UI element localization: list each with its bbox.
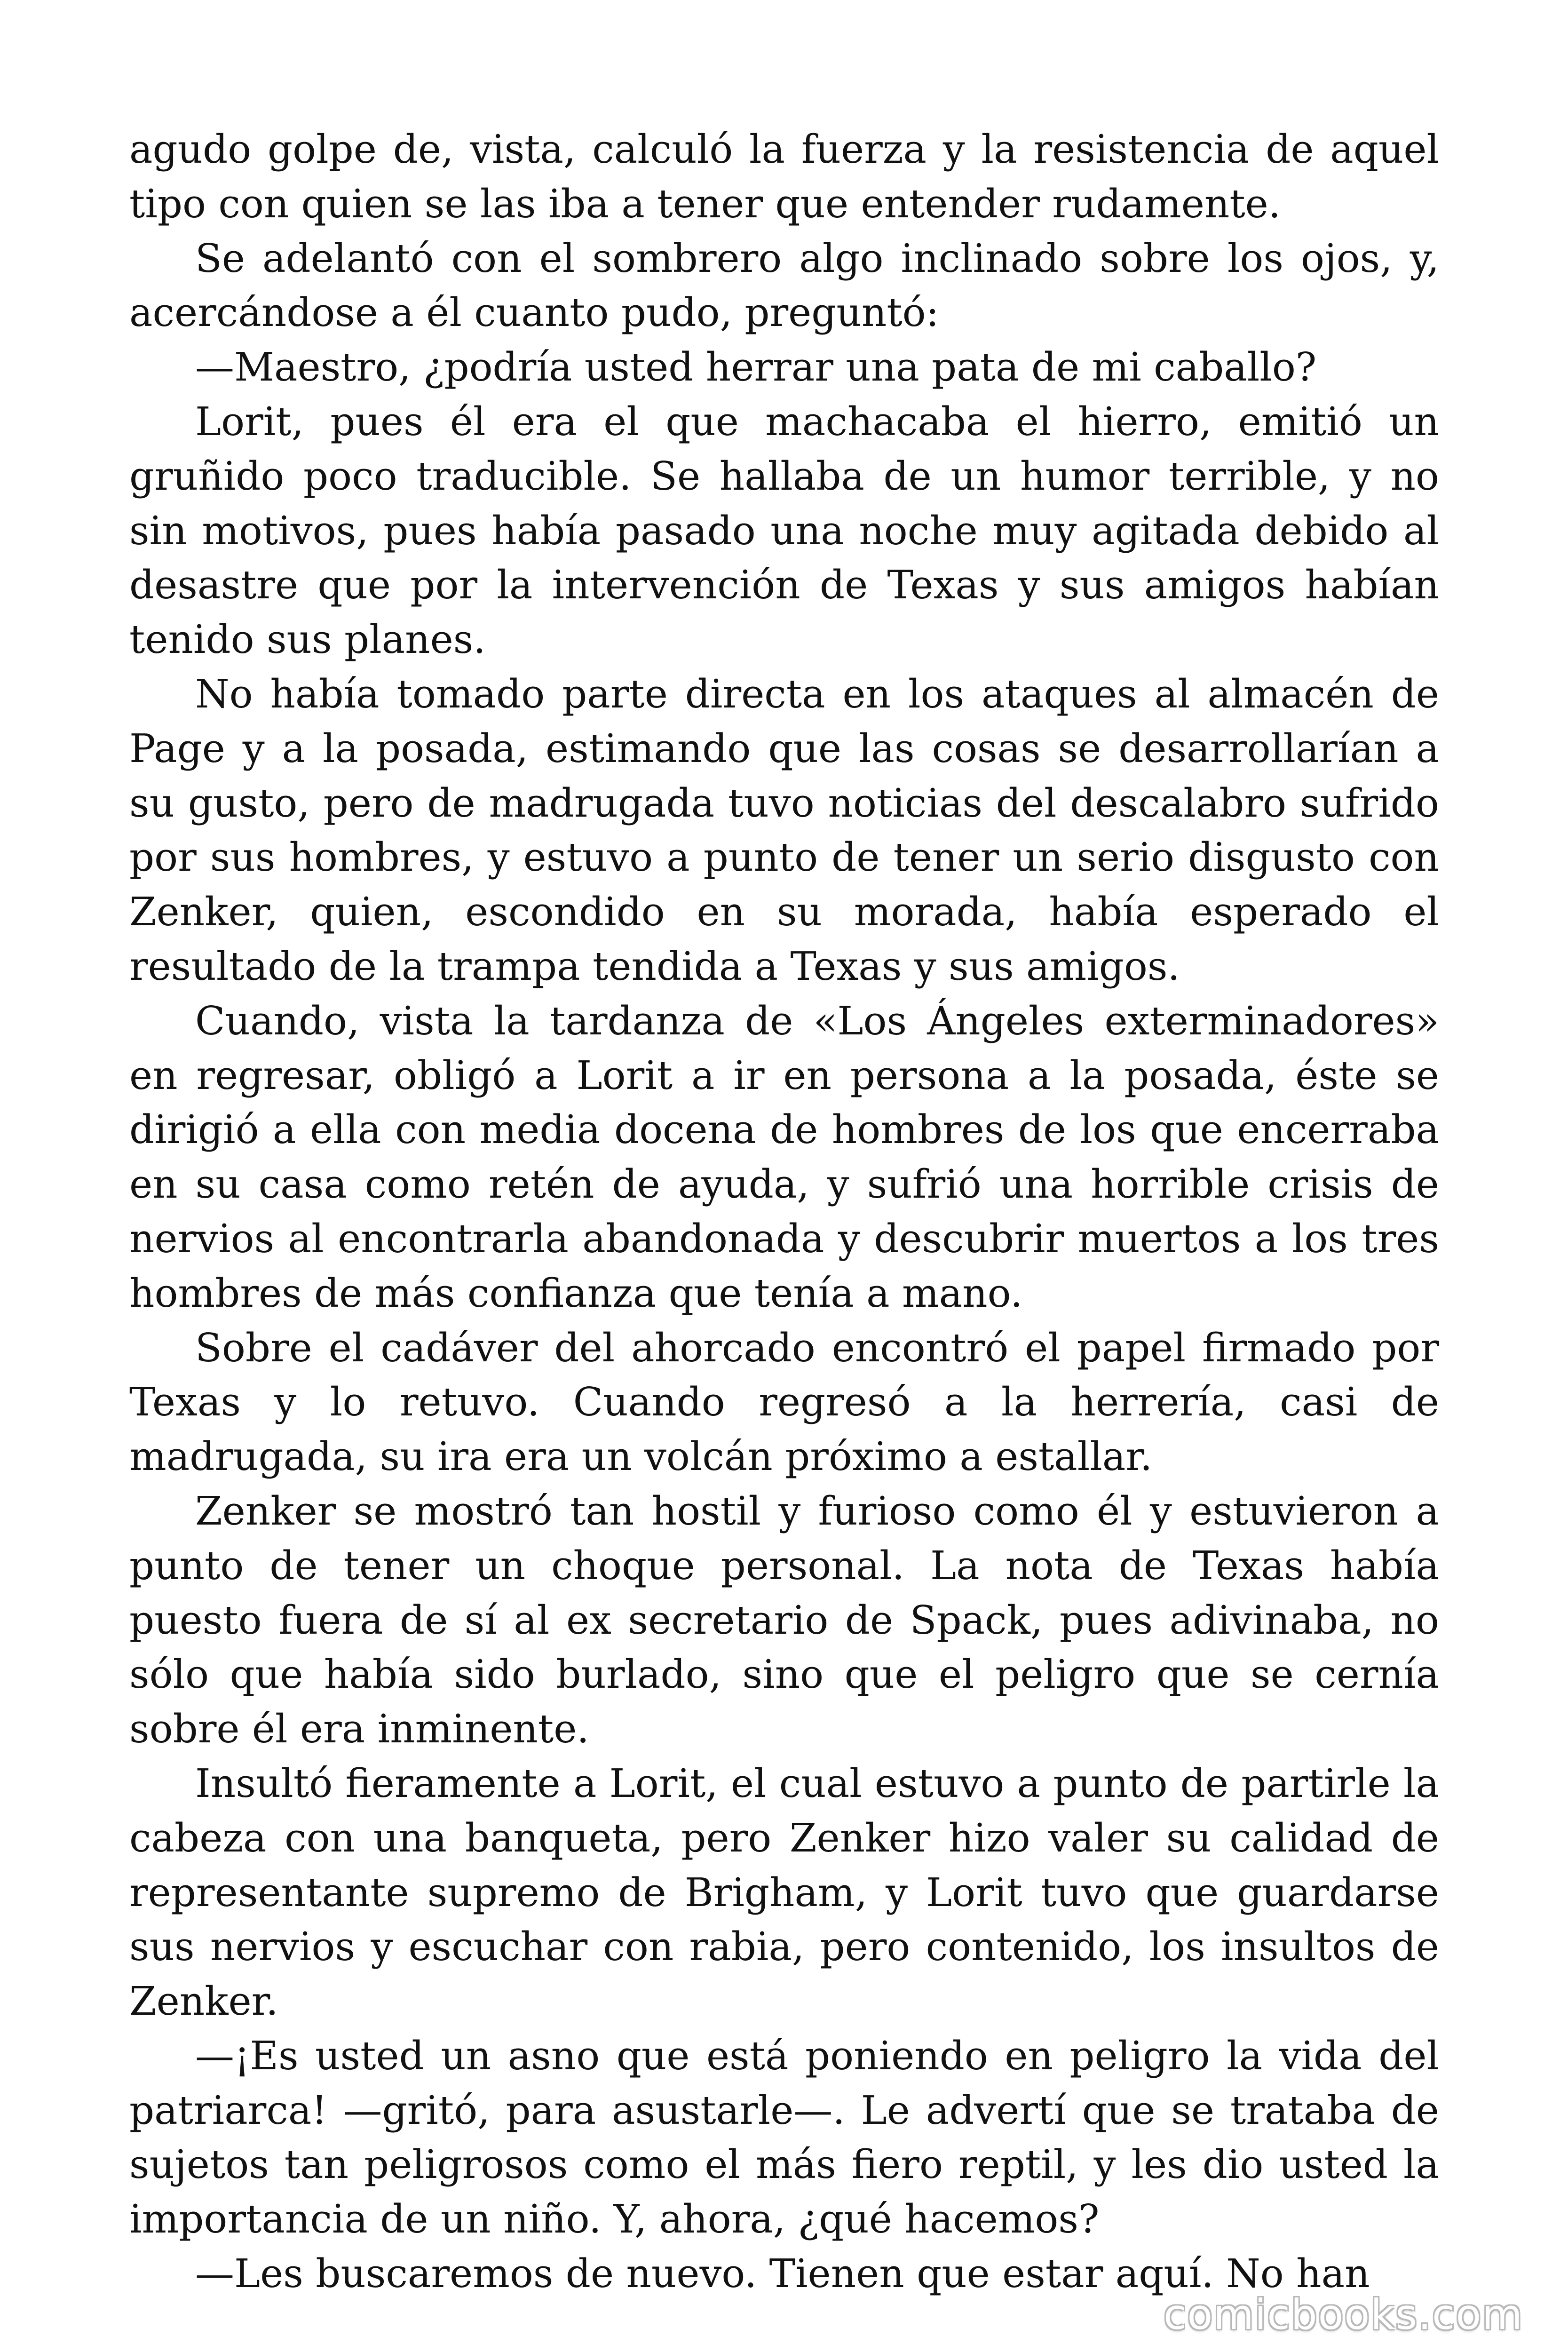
paragraph-8: Zenker se mostró tan hostil y furioso como él y estuvieron a punto de tener un choque personal. La nota de Texas había puesto fuera de sí al ex secretario de Spack, pues adivinaba, no sólo que había sido burlado, sino que el peligro que se cernía sobre él era inminente.: [129, 1488, 1439, 1752]
paragraph-10: —¡Es usted un asno que está poniendo en peligro la vida del patriarca! —gritó, para asustarle—. Le advertí que se trataba de sujetos tan peligrosos como el más fiero reptil, y les dio usted la importancia de un niño. Y, ahora, ¿qué hacemos?: [129, 2033, 1439, 2242]
page-text: [129, 122, 1439, 2301]
paragraph-4: Lorit, pues él era el que machacaba el hierro, emitió un gruñido poco traducible. Se hallaba de un humor terrible, y no sin motivos, pues había pasado una noche muy agitada debido al desastre que por la intervención de Texas y sus amigos habían tenido sus planes.: [129, 398, 1439, 663]
paragraph-1: agudo golpe de, vista, calculó la fuerza y la resistencia de aquel tipo con quien se las iba a tener que entender rudamente.: [129, 127, 1439, 227]
paragraph-5: No había tomado parte directa en los ataques al almacén de Page y a la posada, estimando que las cosas se desarrollarían a su gusto, pero de madrugada tuvo noticias del descalabro sufrido por sus hombres, y estuvo a punto de tener un serio disgusto con Zenker, quien, escondido en su morada, había esperado el resultado de la trampa tendida a Texas y sus amigos.: [129, 671, 1439, 989]
paragraph-7: Sobre el cadáver del ahorcado encontró el papel firmado por Texas y lo retuvo. Cuando regresó a la herrería, casi de madrugada, su ira era un volcán próximo a estallar.: [129, 1325, 1439, 1480]
paragraph-2: Se adelantó con el sombrero algo inclinado sobre los ojos, y, acercándose a él cuanto pudo, preguntó:: [129, 235, 1439, 336]
paragraph-6: Cuando, vista la tardanza de «Los Ángeles exterminadores» en regresar, obligó a Lorit a ir en persona a la posada, éste se dirigió a ella con media docena de hombres de los que encerraba en su casa como retén de ayuda, y sufrió una horrible crisis de nervios al encontrarla abandonada y descubrir muertos a los tres hombres de más confianza que tenía a mano.: [129, 998, 1439, 1316]
paragraph-3: —Maestro, ¿podría usted herrar una pata de mi caballo?: [195, 344, 1317, 390]
paragraph-9: Insultó fieramente a Lorit, el cual estuvo a punto de partirle la cabeza con una banqueta, pero Zenker hizo valer su calidad de representante supremo de Brigham, y Lorit tuvo que guardarse sus nervios y escuchar con rabia, pero contenido, los insultos de Zenker.: [129, 1760, 1439, 2025]
watermark: comicbooks.com: [1163, 2290, 1523, 2339]
paragraph-11: —Les buscaremos de nuevo. Tienen que estar aquí. No han: [195, 2251, 1370, 2297]
